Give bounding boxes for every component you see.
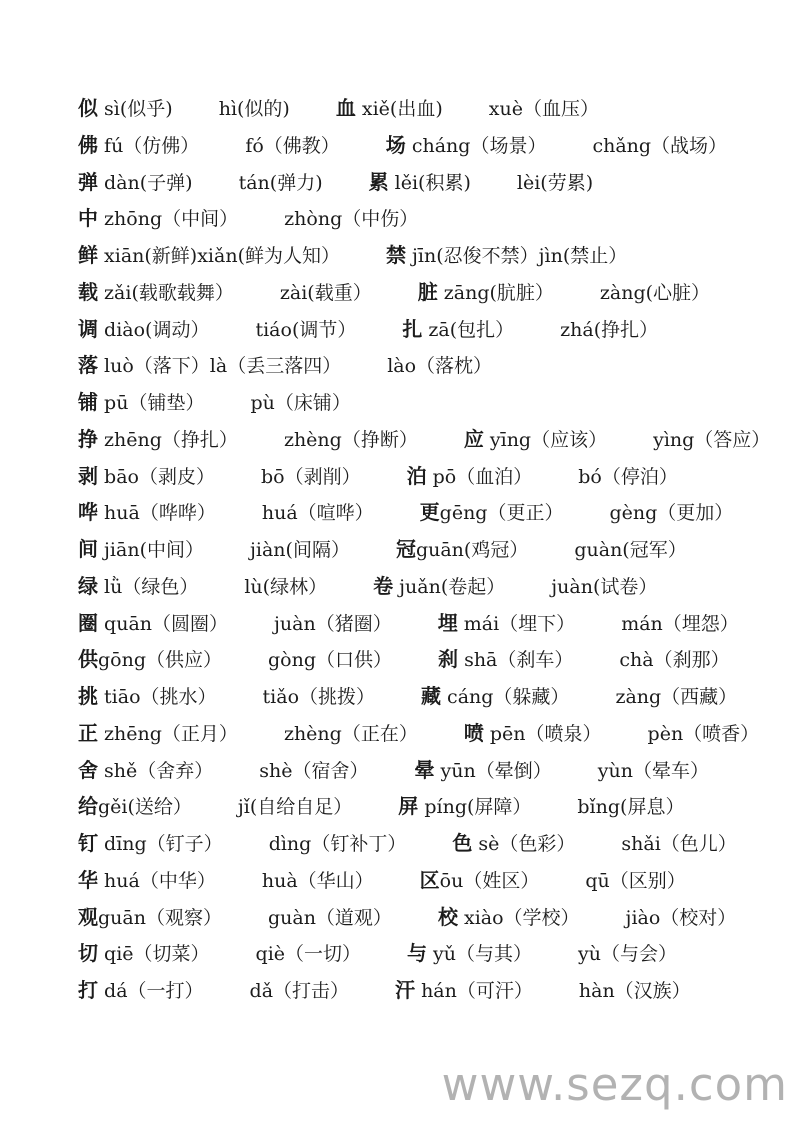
word-entry (438, 899, 580, 937)
word-entry (395, 972, 533, 1010)
word-entry (78, 935, 210, 973)
word-entry (551, 569, 657, 606)
headword-char: 华 (78, 867, 98, 892)
word-entry (421, 678, 569, 716)
pinyin-text: qū（区别） (585, 869, 686, 892)
word-row (78, 899, 780, 936)
pinyin-text: mán（埋怨） (621, 612, 739, 635)
headword-char: 屏 (398, 794, 419, 819)
watermark-text: www.sezq.com (441, 1058, 788, 1111)
pinyin-text: pèn（喷香） (647, 722, 760, 745)
word-entry (578, 459, 678, 496)
headword-char: 间 (78, 537, 98, 561)
word-entry (78, 605, 228, 643)
pinyin-text: xiān(新鲜)xiǎn(鲜为人知） (98, 245, 340, 267)
pinyin-text: zhòng（中伤） (284, 208, 419, 231)
word-entry (452, 825, 575, 863)
word-row (78, 678, 780, 715)
pinyin-text: hàn（汉族） (578, 980, 691, 1002)
pinyin-text: chà（刹那） (619, 649, 730, 672)
pinyin-text: huá（喧哗） (261, 502, 374, 525)
word-row (78, 421, 780, 458)
pinyin-text: shè（宿舍） (259, 759, 369, 782)
headword-char: 禁 (386, 243, 406, 267)
word-entry (259, 753, 368, 790)
pinyin-text: bǐng(屏息） (577, 796, 685, 819)
pinyin-text: tiǎo（挑拨） (262, 686, 376, 708)
pinyin-text: zāng(肮脏） (437, 281, 554, 304)
word-entry (464, 421, 607, 459)
word-entry (373, 568, 505, 606)
pinyin-text: yūn（晕倒） (434, 759, 552, 782)
pinyin-text: hì(似的) (218, 98, 290, 120)
headword-char: 更 (419, 500, 440, 525)
word-entry (78, 127, 199, 165)
headword-char: 佛 (78, 132, 98, 157)
word-entry (78, 862, 216, 900)
headword-char: 累 (368, 169, 389, 194)
pinyin-text: zài(载重） (279, 281, 372, 304)
word-entry (78, 237, 340, 275)
headword-char: 卷 (373, 573, 394, 598)
pinyin-text: jiān(中间） (98, 539, 204, 561)
pinyin-text: huā（哗哗） (98, 502, 216, 525)
word-entry (239, 165, 323, 202)
word-row (78, 127, 780, 164)
pinyin-text: zā(包扎） (422, 318, 515, 341)
headword-char: 晕 (414, 757, 435, 782)
word-row (78, 347, 780, 384)
pinyin-text: juàn(试卷） (551, 575, 658, 598)
word-entry (78, 347, 341, 385)
word-entry (398, 788, 531, 826)
pinyin-text: zhá(挣扎） (560, 318, 659, 341)
pinyin-text: qiè（一切） (255, 943, 362, 966)
headword-char: 落 (78, 353, 98, 378)
word-entry (268, 642, 392, 679)
word-entry (489, 91, 599, 128)
pinyin-text: hán（可汗） (415, 980, 533, 1002)
pinyin-text: shā（刹车） (458, 649, 574, 672)
pinyin-text: lào（落枕） (387, 355, 493, 378)
pinyin-text: gěi(送给） (98, 796, 192, 819)
word-row (78, 862, 780, 899)
pinyin-text: gèng（更加） (609, 502, 734, 525)
headword-char: 色 (452, 831, 473, 855)
word-row (78, 237, 780, 274)
pinyin-text: yùn（晕车） (597, 759, 709, 782)
pinyin-text: xiě(出血) (355, 98, 443, 120)
pinyin-text: bāo（剥皮） (98, 465, 215, 488)
word-entry (250, 532, 350, 569)
word-entry (78, 788, 192, 826)
pinyin-text: mái（埋下） (457, 612, 576, 635)
headword-char: 脏 (417, 279, 438, 304)
pinyin-text: cáng（躲藏） (441, 686, 570, 708)
pinyin-text: lù(绿林） (244, 575, 328, 598)
word-row (78, 458, 780, 495)
pinyin-text: ōu（姓区） (439, 869, 540, 892)
pinyin-text: tán(弹力) (238, 171, 323, 194)
word-entry (78, 641, 222, 679)
word-entry (592, 128, 727, 165)
pinyin-text: pù（床铺） (250, 392, 351, 414)
word-entry (579, 973, 691, 1010)
word-entry (648, 716, 760, 753)
pinyin-text: zhēng（挣扎） (98, 428, 238, 451)
word-entry (274, 606, 392, 643)
word-entry (256, 936, 361, 973)
word-entry (619, 642, 729, 679)
headword-char: 钉 (78, 831, 98, 855)
pinyin-text: jīn(忍俊不禁）jìn(禁止） (406, 245, 628, 267)
word-entry (78, 384, 204, 422)
headword-char: 观 (78, 904, 98, 929)
word-entry (261, 459, 361, 496)
word-entry (585, 863, 685, 900)
headword-char: 冠 (395, 537, 416, 561)
pinyin-text: fó（佛教） (245, 134, 340, 157)
word-row (78, 825, 780, 862)
word-entry (78, 825, 223, 863)
word-entry (78, 568, 198, 606)
headword-char: 载 (78, 279, 98, 304)
word-entry (78, 715, 238, 753)
word-entry (626, 900, 737, 937)
pinyin-text: shǎi（色儿） (621, 833, 737, 855)
pinyin-text: yìng（答应） (653, 428, 771, 451)
pinyin-text: pū（铺垫） (98, 392, 205, 414)
pinyin-text: jǐ(自给自足） (237, 796, 353, 819)
word-entry (387, 348, 492, 385)
word-entry (269, 826, 407, 863)
word-entry (245, 128, 339, 165)
word-entry (284, 422, 418, 459)
pinyin-text: qiē（切菜） (98, 943, 210, 966)
word-row (78, 311, 780, 348)
word-entry (78, 274, 234, 312)
pinyin-text: huà（华山） (261, 869, 374, 892)
headword-char: 给 (78, 794, 98, 819)
pinyin-text: shě（舍弃） (98, 759, 214, 782)
pinyin-text: juǎn(卷起） (393, 575, 506, 598)
pinyin-text: gòng（口供） (268, 649, 393, 672)
pinyin-text: quān（圆圈） (98, 612, 229, 635)
word-entry (615, 679, 737, 716)
pinyin-text: yīng（应该） (483, 428, 608, 451)
word-entry (262, 863, 374, 900)
word-row (78, 641, 780, 678)
word-entry (78, 90, 173, 128)
headword-char: 场 (385, 132, 406, 157)
pinyin-text: bó（停泊） (578, 465, 678, 488)
word-entry (415, 752, 552, 790)
word-row (78, 531, 780, 568)
pinyin-text: zhèng（挣断） (283, 428, 418, 451)
pinyin-text: zhōng（中间） (98, 208, 239, 231)
pinyin-text: pēn（喷泉） (483, 722, 602, 745)
pinyin-text: zhèng（正在） (283, 722, 418, 745)
word-entry (600, 275, 710, 312)
pinyin-text: pō（血泊） (426, 465, 533, 488)
pinyin-text: lěi(积累) (388, 171, 471, 194)
headword-char: 似 (78, 96, 98, 120)
word-entry (78, 531, 204, 569)
pinyin-text: zhēng（正月） (98, 722, 238, 745)
pinyin-text: xiào（学校） (457, 906, 580, 929)
word-row (78, 494, 780, 531)
pinyin-text: cháng（场景） (405, 134, 547, 157)
headword-char: 扎 (402, 316, 423, 341)
pinyin-text: sì(似乎) (98, 98, 173, 120)
pinyin-text: jiào（校对） (625, 906, 737, 929)
pinyin-text: yǔ（与其） (427, 943, 533, 966)
pinyin-text: zàng(心脏） (599, 281, 711, 304)
word-entry (396, 531, 528, 569)
word-row (78, 90, 780, 127)
pinyin-text: zǎi(载歌载舞） (98, 281, 234, 304)
pinyin-text: lǜ（绿色） (98, 575, 199, 598)
headword-char: 鲜 (78, 243, 98, 267)
word-entry (386, 127, 547, 165)
word-entry (517, 165, 593, 202)
word-entry (250, 973, 350, 1010)
word-entry (402, 311, 514, 349)
pinyin-text: sè（色彩） (472, 833, 576, 855)
word-entry (609, 495, 733, 532)
word-entry (621, 826, 736, 863)
headword-char: 埋 (437, 610, 458, 635)
word-entry (336, 90, 443, 128)
pinyin-text: guàn(冠军） (574, 539, 687, 561)
pinyin-text: dīng（钉子） (98, 833, 223, 855)
headword-char: 弹 (78, 169, 98, 194)
word-entry (280, 275, 372, 312)
word-entry (438, 641, 573, 679)
pinyin-text: gēng（更正） (439, 502, 564, 525)
pinyin-text: guàn（道观） (267, 906, 392, 929)
pinyin-text: luò（落下）là（丢三落四） (98, 355, 342, 378)
headword-char: 切 (78, 941, 98, 966)
pinyin-text: bō（剥削） (260, 465, 361, 488)
word-entry (244, 569, 327, 606)
pinyin-text: dá（一打） (98, 980, 204, 1002)
word-entry (263, 679, 375, 716)
word-entry (560, 312, 658, 349)
pinyin-text: guān（观察） (98, 906, 222, 929)
word-row (78, 788, 780, 825)
word-entry (78, 494, 216, 532)
word-entry (284, 201, 418, 238)
word-entry (78, 972, 204, 1010)
word-entry (420, 862, 540, 900)
word-entry (438, 605, 575, 643)
headword-char: 校 (437, 904, 458, 929)
pinyin-text: dàn(子弹) (98, 171, 193, 194)
headword-char: 应 (463, 426, 484, 451)
headword-char: 中 (78, 206, 98, 231)
word-entry (284, 716, 418, 753)
headword-char: 挑 (78, 684, 98, 708)
word-row (78, 164, 780, 201)
pinyin-text: huá（中华） (98, 869, 216, 892)
word-entry (407, 935, 532, 973)
headword-char: 泊 (406, 463, 427, 488)
pinyin-text: gōng（供应） (98, 649, 223, 672)
headword-char: 正 (78, 720, 98, 745)
word-entry (598, 753, 709, 790)
pinyin-text: chǎng（战场） (592, 134, 728, 157)
pinyin-text: píng(屏障） (418, 796, 532, 819)
headword-char: 打 (78, 978, 98, 1002)
word-entry (386, 237, 627, 275)
headword-char: 供 (78, 647, 98, 672)
word-row (78, 972, 780, 1009)
word-entry (418, 274, 554, 312)
pinyin-text: jiàn(间隔） (250, 539, 350, 561)
pinyin-text: lèi(劳累) (516, 171, 594, 194)
word-entry (78, 458, 215, 496)
pinyin-text: juàn（猪圈） (274, 612, 392, 635)
word-entry (219, 91, 290, 128)
word-entry (78, 164, 193, 202)
word-entry (78, 311, 209, 349)
word-row (78, 935, 780, 972)
word-entry (268, 900, 392, 937)
word-entry (578, 936, 677, 973)
headword-char: 喷 (463, 720, 484, 745)
word-row (78, 568, 780, 605)
pinyin-text: dìng（钉补丁） (268, 833, 407, 855)
headword-char: 调 (78, 316, 98, 341)
headword-char: 铺 (78, 390, 98, 414)
word-row (78, 384, 780, 421)
word-entry (407, 458, 533, 496)
headword-char: 剥 (78, 463, 98, 488)
word-entry (464, 715, 602, 753)
headword-char: 汗 (395, 978, 416, 1002)
word-entry (238, 789, 352, 826)
word-entry (369, 164, 471, 202)
pinyin-text: tiáo(调节） (255, 318, 357, 341)
headword-char: 舍 (78, 757, 98, 782)
headword-char: 血 (335, 96, 356, 120)
word-row (78, 715, 780, 752)
headword-char: 哗 (78, 500, 98, 525)
word-entry (78, 899, 222, 937)
word-entry (420, 494, 564, 532)
headword-char: 区 (419, 867, 440, 892)
word-entry (78, 421, 238, 459)
headword-char: 刹 (438, 647, 459, 672)
headword-char: 圈 (78, 610, 98, 635)
word-entry (577, 789, 684, 826)
word-row (78, 200, 780, 237)
pinyin-text: tiāo（挑水） (98, 686, 217, 708)
headword-char: 挣 (78, 426, 98, 451)
word-entry (621, 606, 739, 643)
word-entry (250, 385, 350, 422)
word-entry (262, 495, 374, 532)
word-entry (78, 678, 217, 716)
word-entry (653, 422, 770, 459)
word-entry (574, 532, 686, 569)
word-entry (78, 200, 238, 238)
pinyin-text: dǎ（打击） (249, 980, 350, 1002)
pinyin-text: diào(调动） (98, 318, 210, 341)
pinyin-text: yù（与会） (578, 943, 678, 966)
pinyin-text: guān(鸡冠） (415, 539, 529, 561)
word-row (78, 752, 780, 789)
pinyin-text: zàng（西藏） (615, 686, 738, 708)
headword-char: 绿 (78, 573, 98, 598)
word-entry (255, 312, 356, 349)
word-row (78, 274, 780, 311)
pinyin-text: fú（仿佛） (98, 134, 200, 157)
pinyin-text: xuè（血压） (488, 98, 599, 120)
headword-char: 与 (407, 941, 428, 966)
word-row (78, 605, 780, 642)
word-entry (78, 752, 213, 790)
headword-char: 藏 (421, 684, 442, 708)
